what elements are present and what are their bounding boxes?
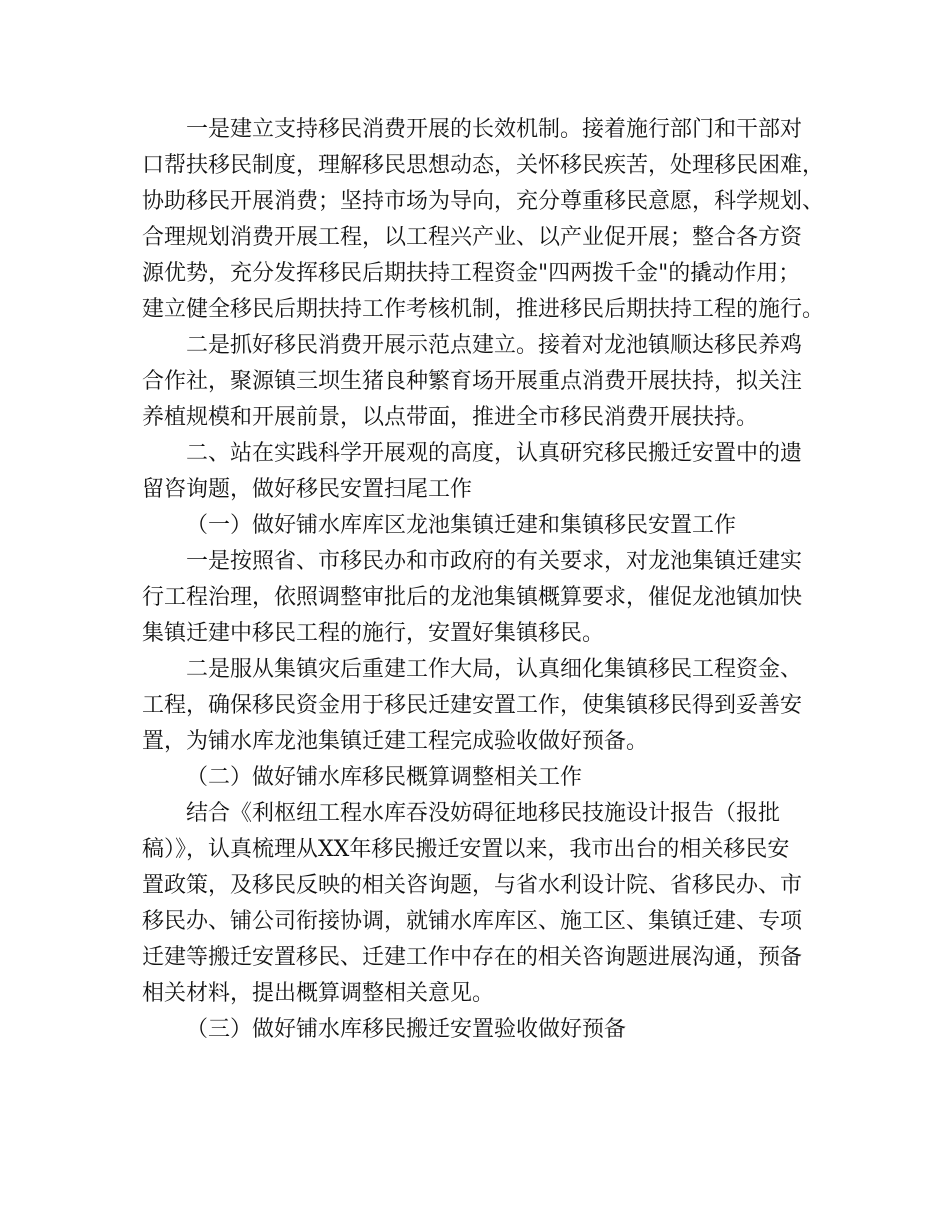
- text-line: 合理规划消费开展工程，以工程兴产业、以产业促开展；整合各方资: [142, 225, 803, 250]
- text-line: 稿）》，认真梳理从XX年移民搬迁安置以来，我市出台的相关移民安: [142, 837, 790, 862]
- subsection-heading: （三）做好铺水库移民搬迁安置验收做好预备: [186, 1017, 627, 1042]
- text-line: 二是服从集镇灾后重建工作大局，认真细化集镇移民工程资金、: [186, 657, 803, 682]
- subsection-heading: （一）做好铺水库库区龙池集镇迁建和集镇移民安置工作: [186, 513, 737, 538]
- text-line: 源优势，充分发挥移民后期扶持工程资金"四两拨千金"的撬动作用；: [142, 261, 801, 286]
- section-heading: 留咨询题，做好移民安置扫尾工作: [142, 477, 473, 502]
- text-line: 养植规模和开展前景，以点带面，推进全市移民消费开展扶持。: [142, 405, 759, 430]
- text-line: 合作社，聚源镇三坝生猪良种繁育场开展重点消费开展扶持，拟关注: [142, 369, 803, 394]
- text-line: 工程，确保移民资金用于移民迁建安置工作，使集镇移民得到妥善安: [142, 693, 803, 718]
- text-line: 行工程治理，依照调整审批后的龙池集镇概算要求，催促龙池镇加快: [142, 585, 803, 610]
- text-line: 口帮扶移民制度，理解移民思想动态，关怀移民疾苦，处理移民困难，: [142, 153, 825, 178]
- text-line: 移民办、铺公司衔接协调，就铺水库库区、施工区、集镇迁建、专项: [142, 909, 803, 934]
- text-line: 集镇迁建中移民工程的施行，安置好集镇移民。: [142, 621, 605, 646]
- text-line: 置，为铺水库龙池集镇迁建工程完成验收做好预备。: [142, 729, 649, 754]
- section-heading: 二、站在实践科学开展观的高度，认真研究移民搬迁安置中的遗: [186, 441, 803, 466]
- text-line: 置政策，及移民反映的相关咨询题，与省水利设计院、省移民办、市: [142, 873, 803, 898]
- text-line: 建立健全移民后期扶持工作考核机制，推进移民后期扶持工程的施行。: [142, 297, 825, 322]
- subsection-heading: （二）做好铺水库移民概算调整相关工作: [186, 765, 583, 790]
- text-line: 一是按照省、市移民办和市政府的有关要求，对龙池集镇迁建实: [186, 549, 803, 574]
- text-line: 相关材料，提出概算调整相关意见。: [142, 981, 495, 1006]
- text-line: 一是建立支持移民消费开展的长效机制。接着施行部门和干部对: [186, 117, 803, 142]
- text-line: 迁建等搬迁安置移民、迁建工作中存在的相关咨询题进展沟通，预备: [142, 945, 803, 970]
- text-line: 结合《利枢纽工程水库吞没妨碍征地移民技施设计报告（报批: [186, 801, 781, 826]
- text-line: 二是抓好移民消费开展示范点建立。接着对龙池镇顺达移民养鸡: [186, 333, 803, 358]
- text-line: 协助移民开展消费；坚持市场为导向，充分尊重移民意愿，科学规划、: [142, 189, 825, 214]
